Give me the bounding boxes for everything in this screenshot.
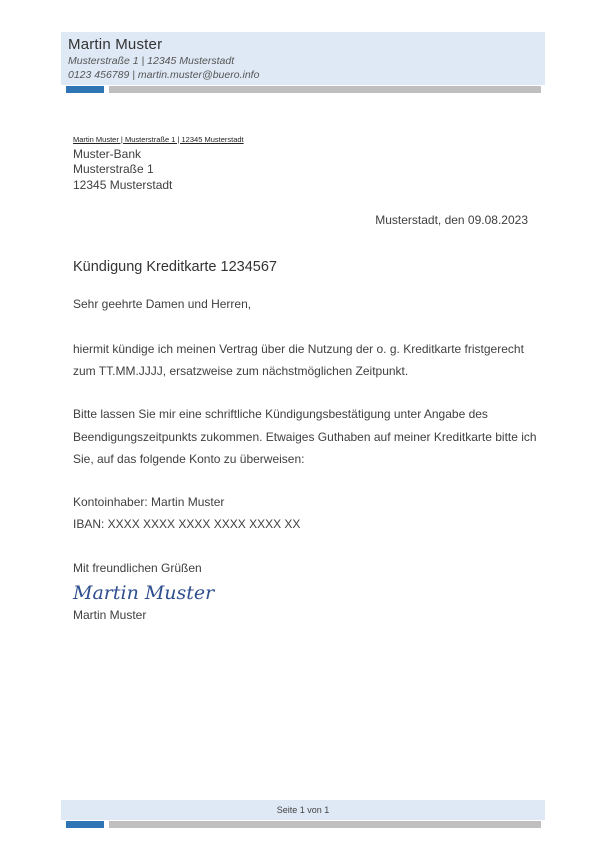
paragraph-1-line-1: hiermit kündige ich meinen Vertrag über die Nutzung der o. g. Kreditkarte fristgerecht bbox=[73, 342, 524, 356]
subject-line: Kündigung Kreditkarte 1234567 bbox=[73, 259, 277, 275]
sender-address: Musterstraße 1 | 12345 Musterstadt bbox=[68, 55, 235, 67]
paragraph-2-line-2: Beendigungszeitpunkts zukommen. Etwaiges Guthaben auf meiner Kreditkarte bitte ich bbox=[73, 430, 537, 444]
recipient-line-3: 12345 Musterstadt bbox=[73, 178, 173, 192]
salutation: Sehr geehrte Damen und Herren, bbox=[73, 297, 252, 311]
header-accent-bar-blue bbox=[66, 86, 104, 93]
sender-contact: 0123 456789 | martin.muster@buero.info bbox=[68, 69, 260, 81]
paragraph-1-line-2: zum TT.MM.JJJJ, ersatzweise zum nächstmöglichen Zeitpunkt. bbox=[73, 364, 409, 378]
footer-accent-bar-blue bbox=[66, 821, 104, 828]
letterhead bbox=[61, 32, 545, 85]
recipient-line-1: Muster-Bank bbox=[73, 147, 142, 161]
paragraph-2-line-1: Bitte lassen Sie mir eine schriftliche Kündigungsbestätigung unter Angabe des bbox=[73, 407, 488, 421]
header-accent-bar-gray bbox=[109, 86, 541, 93]
page-footer bbox=[61, 800, 545, 820]
signer-name: Martin Muster bbox=[73, 608, 147, 622]
footer-accent-bar-gray bbox=[109, 821, 541, 828]
account-holder: Kontoinhaber: Martin Muster bbox=[73, 495, 225, 509]
page-number: Seite 1 von 1 bbox=[276, 805, 330, 815]
handwritten-signature: Martin Muster bbox=[73, 582, 215, 604]
recipient-line-2: Musterstraße 1 bbox=[73, 162, 154, 176]
account-iban: IBAN: XXXX XXXX XXXX XXXX XXXX XX bbox=[73, 517, 301, 531]
paragraph-2-line-3: Sie, auf das folgende Konto zu überweisen: bbox=[73, 452, 305, 466]
closing-phrase: Mit freundlichen Grüßen bbox=[73, 561, 202, 575]
return-address-line: Martin Muster | Musterstraße 1 | 12345 Musterstadt bbox=[73, 135, 244, 144]
letter-date: Musterstadt, den 09.08.2023 bbox=[375, 213, 528, 227]
sender-name: Martin Muster bbox=[68, 36, 163, 53]
